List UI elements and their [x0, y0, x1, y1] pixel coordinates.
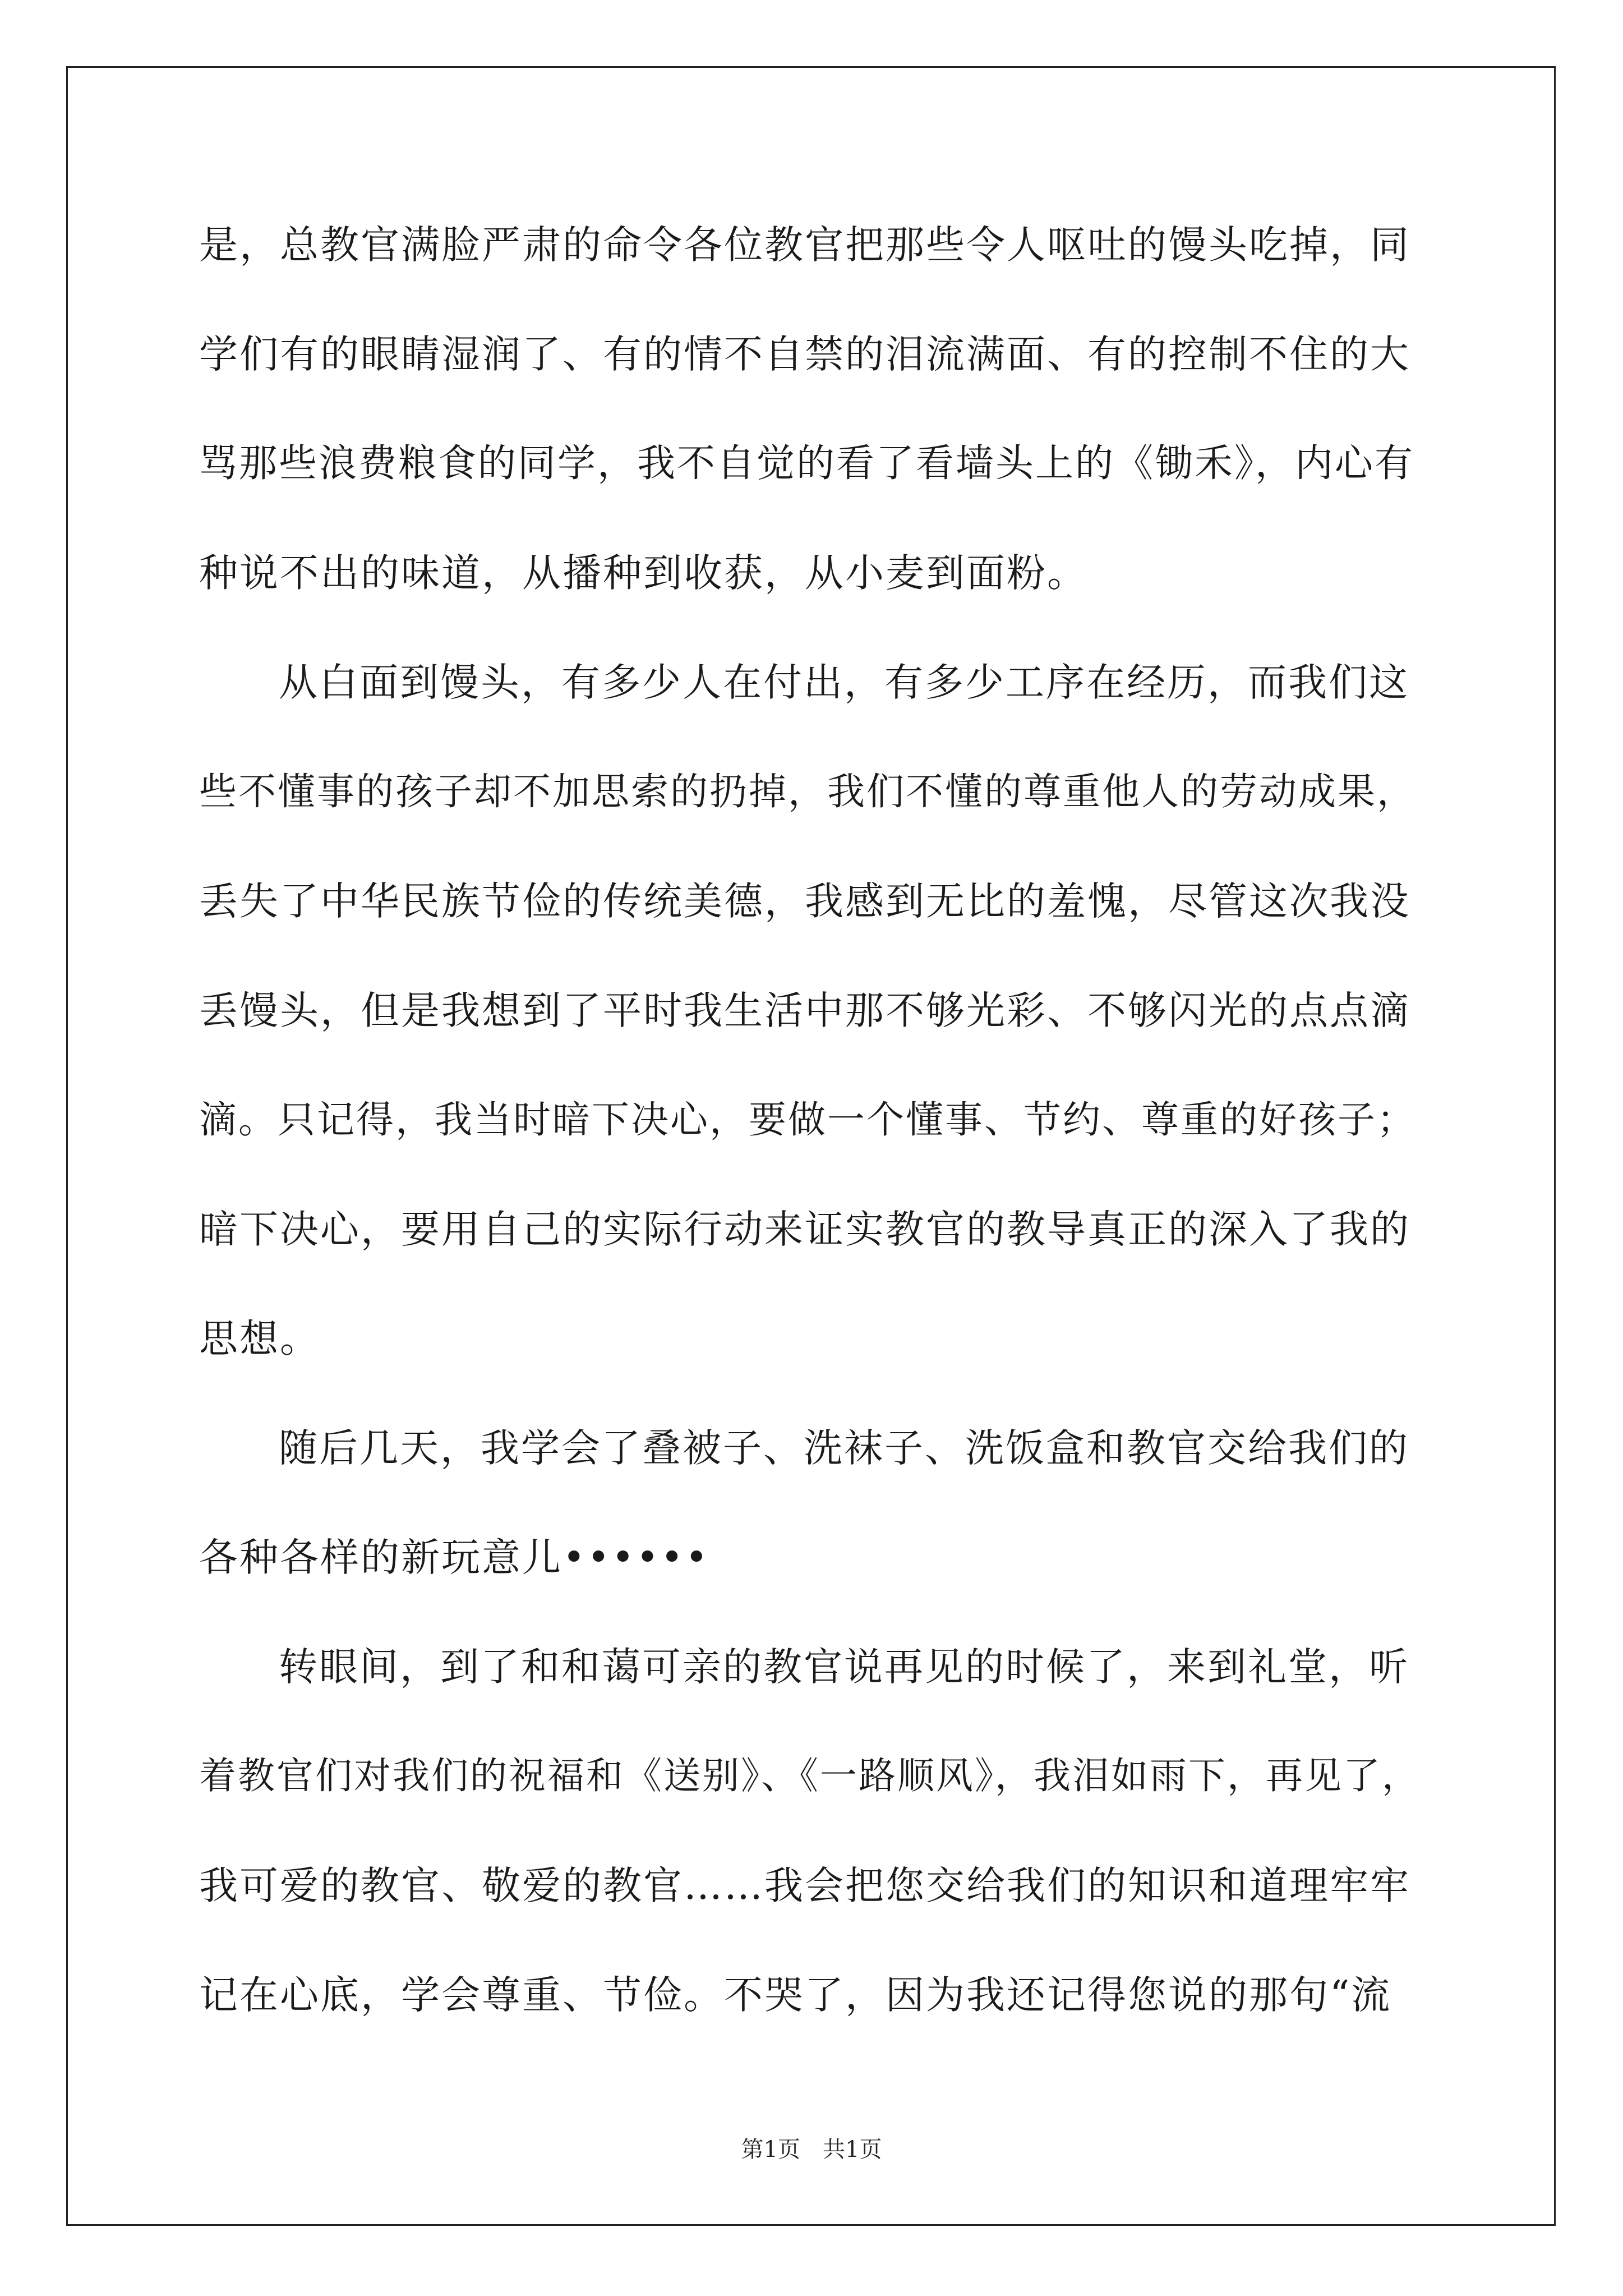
- text-line-3: 骂那些浪费粮食的同学，我不自觉的看了看墙头上的《锄禾》，内心有: [199, 441, 1415, 486]
- text-line-17: 记在心底，学会尊重、节俭。不哭了，因为我还记得您说的那句“流: [199, 1973, 1392, 2018]
- text-line-2: 学们有的眼睛湿润了、有的情不自禁的泪流满面、有的控制不住的大: [199, 332, 1410, 377]
- text-line-4: 种说不出的味道，从播种到收获，从小麦到面粉。: [199, 551, 1087, 596]
- text-line-7: 丢失了中华民族节俭的传统美德，我感到无比的羞愧，尽管这次我没: [199, 879, 1410, 924]
- page-footer: 第1页 共1页: [741, 2137, 882, 2162]
- text-line-1: 是，总教官满脸严肃的命令各位教官把那些令人呕吐的馒头吃掉，同: [199, 223, 1410, 268]
- text-line-8: 丢馒头，但是我想到了平时我生活中那不够光彩、不够闪光的点点滴: [199, 988, 1410, 1033]
- text-line-16: 我可爱的教官、敬爱的教官……我会把您交给我们的知识和道理牢牢: [199, 1864, 1410, 1908]
- text-line-11: 思想。: [199, 1317, 320, 1361]
- paragraph-start-line: 随后几天，我学会了叠被子、洗袜子、洗饭盒和教官交给我们的: [279, 1426, 1409, 1471]
- paragraph-start-line: 从白面到馒头，有多少人在付出，有多少工序在经历，而我们这: [279, 660, 1409, 705]
- text-line-6: 些不懂事的孩子却不加思索的扔掉，我们不懂的尊重他人的劳动成果，: [199, 770, 1416, 813]
- text-line-13: 各种各样的新玩意儿••••••: [199, 1535, 710, 1580]
- text-line-9: 滴。只记得，我当时暗下决心，要做一个懂事、节约、尊重的好孩子；: [199, 1098, 1416, 1142]
- text-line-10: 暗下决心，要用自己的实际行动来证实教官的教导真正的深入了我的: [199, 1207, 1410, 1252]
- paragraph-start-line: 转眼间，到了和和蔼可亲的教官说再见的时候了，来到礼堂，听: [279, 1645, 1409, 1690]
- text-line-15: 着教官们对我们的祝福和《送别》、《一路顺风》，我泪如雨下，再见了，: [199, 1754, 1421, 1797]
